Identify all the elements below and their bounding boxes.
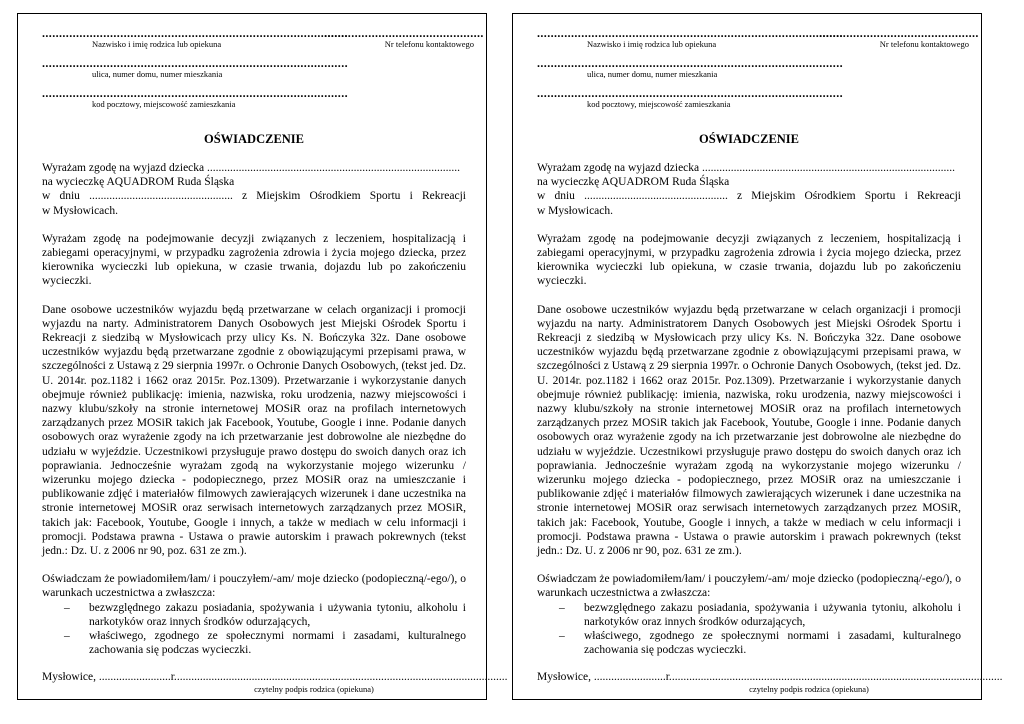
consent-line-1: Wyrażam zgodę na wyjazd dziecka ........................................................................................ bbox=[537, 162, 956, 174]
consent-line-1: Wyrażam zgodę na wyjazd dziecka ........................................................................................ bbox=[42, 162, 461, 174]
dash-bullet: – bbox=[559, 630, 565, 643]
medical-consent-paragraph: Wyrażam zgodę na podejmowanie decyzji związanych z leczeniem, hospitalizacją i zabiegami operacyjnymi, w przypadku zagrożenia zdrowia i życia mojego dziecka, przez kierownika wycieczki lub opiekuna, w czasie trwania, dojazdu lub po zakończeniu wycieczki. bbox=[42, 232, 466, 288]
phone-caption: Nr telefonu kontaktowego bbox=[384, 39, 474, 49]
consent-form-left bbox=[17, 13, 508, 700]
street-caption: ulica, numer domu, numer mieszkania bbox=[587, 69, 718, 79]
phone-dotted-line: ............................................... bbox=[819, 26, 979, 40]
medical-consent-paragraph: Wyrażam zgodę na podejmowanie decyzji związanych z leczeniem, hospitalizacją i zabiegami operacyjnymi, w przypadku zagrożenia zdrowia i życia mojego dziecka, przez kierownika wycieczki lub opiekuna, w czasie trwania, dojazdu lub po zakończeniu wycieczki. bbox=[537, 232, 961, 288]
phone-dotted-line: ............................................... bbox=[324, 26, 484, 40]
declaration-paragraph: Oświadczam że powiadomiłem/łam/ i pouczyłem/-am/ moje dziecko (podopieczną/-ego/), o warunkach uczestnictwa a zwłaszcza: bbox=[537, 573, 961, 600]
signature-caption: czytelny podpis rodzica (opiekuna) bbox=[254, 683, 374, 694]
street-caption: ulica, numer domu, numer mieszkania bbox=[92, 69, 223, 79]
document-title: OŚWIADCZENIE bbox=[203, 132, 305, 146]
signature-caption: czytelny podpis rodzica (opiekuna) bbox=[749, 683, 869, 694]
conditions-list bbox=[42, 601, 466, 658]
header-row-name-phone bbox=[42, 26, 484, 49]
consent-form-right bbox=[512, 13, 1003, 700]
document-title: OŚWIADCZENIE bbox=[698, 132, 800, 146]
city-caption: kod pocztowy, miejscowość zamieszkania bbox=[92, 99, 236, 109]
header-row-name-phone bbox=[537, 26, 979, 49]
consent-line-2: na wycieczkę AQUADROM Ruda Śląska bbox=[42, 176, 235, 189]
consent-line-3: w dniu .................................................. z Miejskim Ośrodkiem Sportu i Rekreacji bbox=[537, 190, 961, 203]
data-protection-paragraph: Dane osobowe uczestników wyjazdu będą przetwarzane w celach organizacji i promocji wyjazdu na narty. Administratorem Danych Osobowych jest Miejski Ośrodek Sportu i Rekreacji z siedzibą w Mysłowicach przy ulicy Ks. N. Bończyka 32z. Dane osobowe uczestników wyjazdu będą przetwarzane zgodnie z obowiązującymi przepisami prawa, w szczególności z Ustawą z 29 sierpnia 1997r. o Ochronie Danych Osobowych, (tekst jed. Dz. U. 2014r. poz.1182 i 1662 oraz 2015r. Poz.1309). Przetwarzanie i wykorzystanie danych obejmuje również publikację: imienia, nazwiska, roku urodzenia, nazwy miejscowości i nazwy klubu/szkoły na stronie internetowej MOSiR oraz na profilach internetowych zarządzanych przez MOSiR takich jak Facebook, Youtube, Google i inne. Podanie danych osobowych oraz wyrażenie zgody na ich przetwarzanie jest dobrowolne ale niezbędne do udziału w wyjeździe. Uczestnikowi przysługuje prawo dostępu do swoich danych oraz ich poprawiania. Jednocześnie wyrażam zgodą na wykorzystanie mojego wizerunku / wizerunku mojego dziecka - podopiecznego, przez MOSiR oraz na umieszczanie i publikowanie zdjęć i materiałów filmowych zawierających wizerunek i dane uczestnika na stronie internetowej MOSiR oraz serwisach internetowych zarządzanych przez MOSiR, takich jak: Facebook, Youtube, Google i innych, a także w mediach w celu informacji i promocji. Podstawa prawna - Ustawa o prawie autorskim i prawach pokrewnych (tekst jedn.: Dz. U. z 2006 nr 90, poz. 631 ze zm.). bbox=[537, 303, 961, 558]
phone-caption: Nr telefonu kontaktowego bbox=[879, 39, 969, 49]
street-dotted-line: .......................................................................................... bbox=[42, 56, 348, 70]
signature-row bbox=[537, 670, 1003, 684]
trip-consent-paragraph bbox=[42, 161, 466, 218]
data-protection-paragraph: Dane osobowe uczestników wyjazdu będą przetwarzane w celach organizacji i promocji wyjazdu na narty. Administratorem Danych Osobowych jest Miejski Ośrodek Sportu i Rekreacji z siedzibą w Mysłowicach przy ulicy Ks. N. Bończyka 32z. Dane osobowe uczestników wyjazdu będą przetwarzane zgodnie z obowiązującymi przepisami prawa, w szczególności z Ustawą z 29 sierpnia 1997r. o Ochronie Danych Osobowych, (tekst jed. Dz. U. 2014r. poz.1182 i 1662 oraz 2015r. Poz.1309). Przetwarzanie i wykorzystanie danych obejmuje również publikację: imienia, nazwiska, roku urodzenia, nazwy miejscowości i nazwy klubu/szkoły na stronie internetowej MOSiR oraz na profilach internetowych zarządzanych przez MOSiR takich jak Facebook, Youtube, Google i inne. Podanie danych osobowych oraz wyrażenie zgody na ich przetwarzanie jest dobrowolne ale niezbędne do udziału w wyjeździe. Uczestnikowi przysługuje prawo dostępu do swoich danych oraz ich poprawiania. Jednocześnie wyrażam zgodą na wykorzystanie mojego wizerunku / wizerunku mojego dziecka - podopiecznego, przez MOSiR oraz na umieszczanie i publikowanie zdjęć i materiałów filmowych zawierających wizerunek i dane uczestnika na stronie internetowej MOSiR oraz serwisach internetowych zarządzanych przez MOSiR, takich jak: Facebook, Youtube, Google i innych, a także w mediach w celu informacji i promocji. Podstawa prawna - Ustawa o prawie autorskim i prawach pokrewnych (tekst jedn.: Dz. U. z 2006 nr 90, poz. 631 ze zm.). bbox=[42, 303, 466, 558]
street-dotted-line: .......................................................................................... bbox=[537, 56, 843, 70]
list-item: – bezwzględnego zakazu posiadania, spożywania i używania tytoniu, alkoholu i narkotyków oraz innych środków odurzających, bbox=[64, 601, 466, 628]
signature-row bbox=[42, 670, 508, 684]
place-date-field: Mysłowice, .........................r. bbox=[537, 670, 672, 683]
city-dotted-line: .......................................................................................... bbox=[42, 86, 348, 100]
conditions-list bbox=[537, 601, 961, 658]
list-item: – bezwzględnego zakazu posiadania, spożywania i używania tytoniu, alkoholu i narkotyków oraz innych środków odurzających, bbox=[559, 601, 961, 628]
dash-bullet: – bbox=[64, 630, 70, 643]
place-date-field: Mysłowice, .........................r. bbox=[42, 670, 177, 683]
consent-line-2: na wycieczkę AQUADROM Ruda Śląska bbox=[537, 176, 730, 189]
city-dotted-line: .......................................................................................... bbox=[537, 86, 843, 100]
signature-dotted-line: ................................................................................................................... bbox=[176, 670, 508, 683]
consent-line-4: w Mysłowicach. bbox=[537, 204, 614, 217]
trip-consent-paragraph bbox=[537, 161, 961, 218]
city-caption: kod pocztowy, miejscowość zamieszkania bbox=[587, 99, 731, 109]
dash-bullet: – bbox=[559, 601, 565, 614]
list-item: – właściwego, zgodnego ze społecznymi normami i zasadami, kulturalnego zachowania się podczas wycieczki. bbox=[559, 630, 961, 657]
declaration-paragraph: Oświadczam że powiadomiłem/łam/ i pouczyłem/-am/ moje dziecko (podopieczną/-ego/), o warunkach uczestnictwa a zwłaszcza: bbox=[42, 573, 466, 600]
name-dotted-line: .......................................................................................... bbox=[42, 26, 348, 40]
consent-line-4: w Mysłowicach. bbox=[42, 204, 119, 217]
consent-line-3: w dniu .................................................. z Miejskim Ośrodkiem Sportu i Rekreacji bbox=[42, 190, 466, 203]
list-item: – właściwego, zgodnego ze społecznymi normami i zasadami, kulturalnego zachowania się podczas wycieczki. bbox=[64, 630, 466, 657]
dash-bullet: – bbox=[64, 601, 70, 614]
name-dotted-line: .......................................................................................... bbox=[537, 26, 843, 40]
name-caption: Nazwisko i imię rodzica lub opiekuna bbox=[587, 39, 717, 49]
name-caption: Nazwisko i imię rodzica lub opiekuna bbox=[92, 39, 222, 49]
signature-dotted-line: ................................................................................................................... bbox=[671, 670, 1003, 683]
